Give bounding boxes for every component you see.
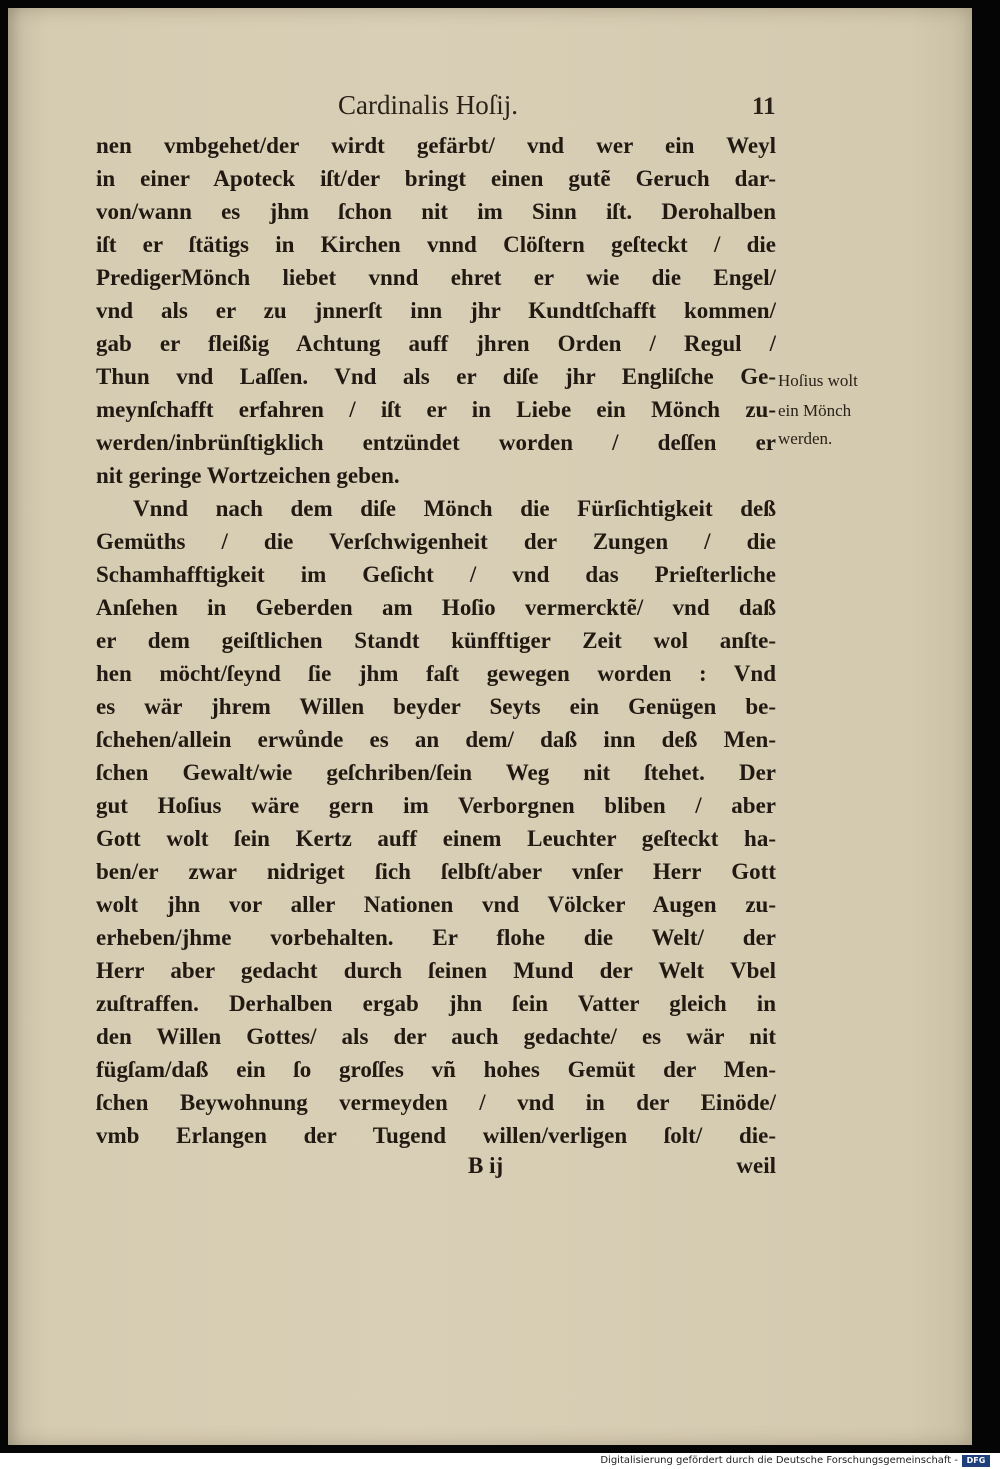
text-line: ſchen Beywohnung vermeyden / vnd in der Einöde/ xyxy=(96,1090,776,1115)
text-line: werden/inbrünſtigklich entzündet worden / deſſen er xyxy=(96,430,776,455)
text-line: wolt jhn vor aller Nationen vnd Völcker Augen zu- xyxy=(96,892,776,917)
page-number: 11 xyxy=(752,93,776,120)
text-line: fügſam/daß ein ſo groſſes vñ hohes Gemüt der Men- xyxy=(96,1057,776,1082)
text-line: Herr aber gedacht durch ſeinen Mund der Welt Vbel xyxy=(96,958,776,983)
text-line: ſchen Gewalt/wie geſchriben/ſein Weg nit ſtehet. Der xyxy=(96,760,776,785)
credit-bar xyxy=(0,1453,1000,1469)
margin-note-line: ein Mönch xyxy=(778,401,852,420)
text-line: gut Hoſius wäre gern im Verborgnen bliben / aber xyxy=(96,793,776,818)
text-line: iſt er ſtätigs in Kirchen vnnd Clöſtern geſteckt / die xyxy=(96,232,776,257)
text-line: von/wann es jhm ſchon nit im Sinn iſt. Derohalben xyxy=(96,199,776,224)
catchword: weil xyxy=(736,1153,776,1178)
text-line: Thun vnd Laſſen. Vnd als er diſe jhr Engliſche Ge- xyxy=(96,364,776,389)
text-line: vmb Erlangen der Tugend willen/verligen ſolt/ die- xyxy=(96,1123,776,1148)
text-line: in einer Apoteck iſt/der bringt einen gutẽ Geruch dar- xyxy=(96,166,776,191)
text-line: Gott wolt ſein Kertz auff einem Leuchter geſteckt ha- xyxy=(96,826,776,851)
text-line: nit geringe Wortzeichen geben. xyxy=(96,463,400,488)
text-line: hen möcht/ſeynd ſie jhm faſt gewegen worden : Vnd xyxy=(96,661,776,686)
signature-mark: B ij xyxy=(468,1153,504,1178)
text-line: meynſchafft erfahren / iſt er in Liebe ein Mönch zu- xyxy=(96,397,776,422)
text-line: es wär jhrem Willen beyder Seyts ein Genügen be- xyxy=(96,694,776,719)
text-line: er dem geiſtlichen Standt künfftiger Zeit wol anſte- xyxy=(96,628,776,653)
running-title: Cardinalis Hoſij. xyxy=(338,90,518,120)
text-line: Gemüths / die Verſchwigenheit der Zungen / die xyxy=(96,529,776,554)
text-line: Vnnd nach dem diſe Mönch die Fürſichtigkeit deß xyxy=(133,496,776,521)
text-line: Anſehen in Geberden am Hoſio vermercktẽ/ vnd daß xyxy=(96,595,776,620)
margin-note-line: Hoſius wolt xyxy=(778,371,858,390)
text-line: erheben/jhme vorbehalten. Er flohe die Welt/ der xyxy=(96,925,776,950)
text-line: PredigerMönch liebet vnnd ehret er wie die Engel/ xyxy=(96,265,776,290)
funding-credit: Digitalisierung gefördert durch die Deutsche Forschungsgemeinschaft - xyxy=(600,1455,958,1466)
text-line: zuſtraffen. Derhalben ergab jhn ſein Vatter gleich in xyxy=(96,991,776,1016)
text-line: vnd als er zu jnnerſt inn jhr Kundtſchafft kommen/ xyxy=(96,298,776,323)
text-line: ſchehen/allein erwůnde es an dem/ daß inn deß Men- xyxy=(96,727,776,752)
margin-note-line: werden. xyxy=(778,429,833,448)
text-line: Schamhafftigkeit im Geſicht / vnd das Prieſterliche xyxy=(96,562,776,587)
text-line: den Willen Gottes/ als der auch gedachte/ es wär nit xyxy=(96,1024,776,1049)
text-line: nen vmbgehet/der wirdt gefärbt/ vnd wer ein Weyl xyxy=(96,133,776,158)
book-page xyxy=(8,8,972,1445)
text-line: gab er fleißig Achtung auff jhren Orden / Regul / xyxy=(96,331,776,356)
dfg-logo-icon: DFG xyxy=(962,1455,990,1467)
text-line: ben/er zwar nidriget ſich ſelbſt/aber vnſer Herr Gott xyxy=(96,859,776,884)
